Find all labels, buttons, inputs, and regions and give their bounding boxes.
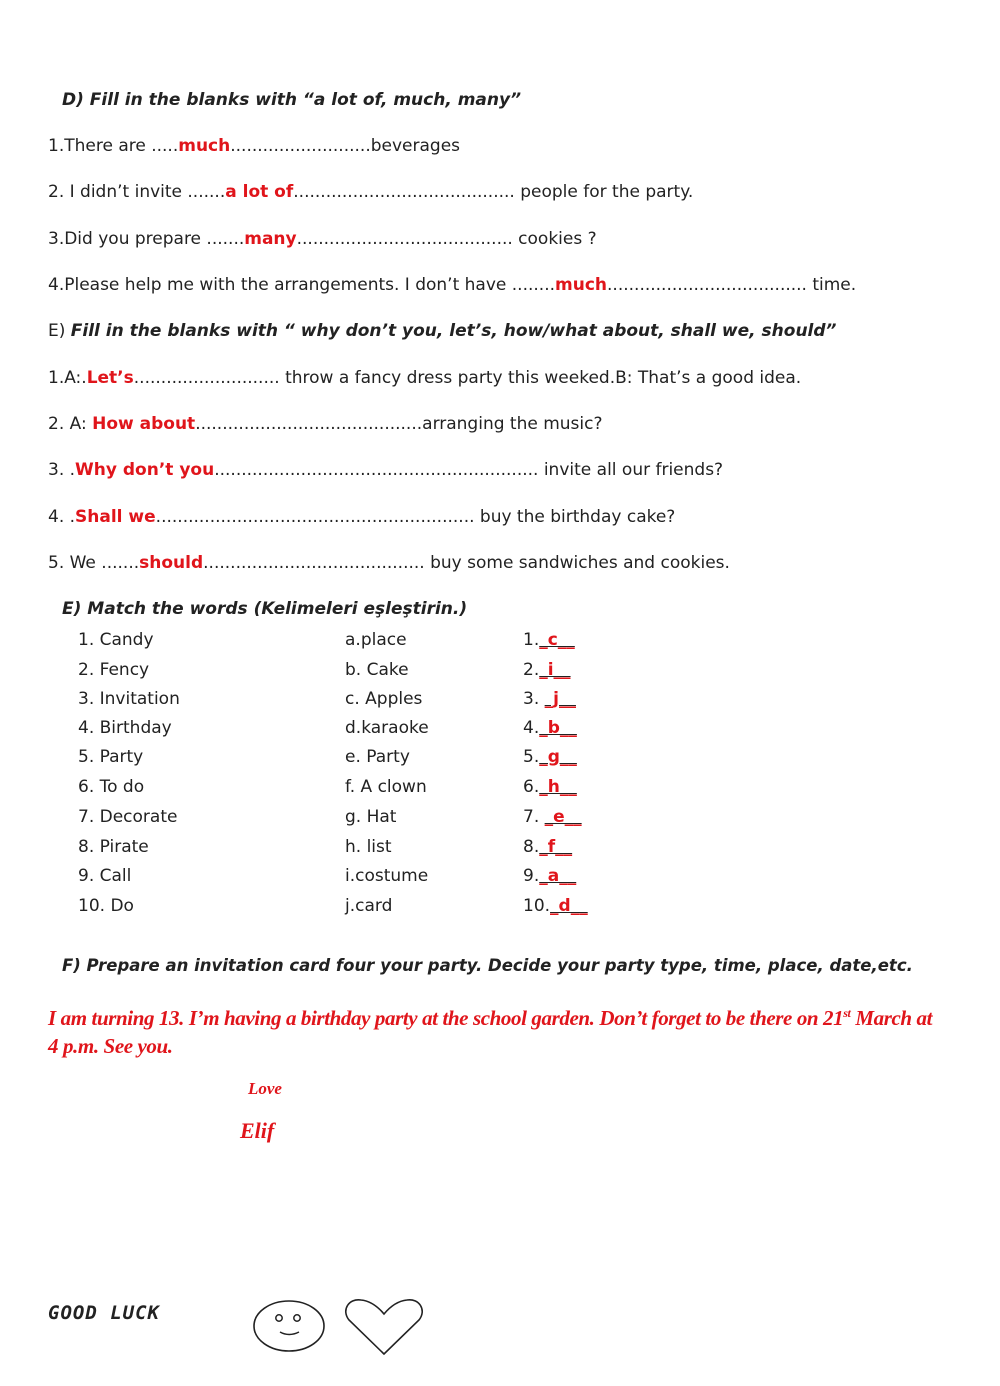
match-word-8: 8. Pirate bbox=[78, 837, 149, 857]
answer-letter: _c__ bbox=[539, 630, 575, 650]
answer-text: much bbox=[178, 136, 231, 156]
answer-number: 4. bbox=[523, 718, 540, 738]
match-word-10: 10. Do bbox=[78, 896, 134, 916]
answer-number: 10. bbox=[523, 896, 551, 916]
item-prefix: 3. . bbox=[48, 460, 76, 480]
answer-text: a lot of bbox=[225, 182, 294, 202]
item-suffix: ........................... throw a fancy dress party this weeked.B: That’s a good idea. bbox=[133, 368, 802, 388]
answer-letter: _d__ bbox=[550, 896, 588, 916]
item-prefix: 2. I didn’t invite ....... bbox=[48, 182, 226, 202]
item-prefix: 3.Did you prepare ....... bbox=[48, 229, 245, 249]
invitation-line-1 bbox=[48, 997, 932, 1035]
item-suffix: ..........................................arranging the music? bbox=[195, 414, 603, 434]
section-e1-item-2 bbox=[48, 413, 603, 435]
match-option-h: h. list bbox=[345, 837, 392, 857]
item-suffix: ........................................................... buy the birthday cake? bbox=[155, 507, 676, 527]
answer-letter: _g__ bbox=[539, 747, 577, 767]
item-prefix: 1.A:. bbox=[48, 368, 87, 388]
match-answer-3 bbox=[523, 688, 576, 710]
match-answer-8 bbox=[523, 836, 572, 858]
item-suffix: ............................................................ invite all our friends? bbox=[214, 460, 724, 480]
match-answer-10 bbox=[523, 895, 588, 917]
answer-letter: _j__ bbox=[544, 689, 576, 709]
section-d-item-3 bbox=[48, 228, 597, 250]
match-word-5: 5. Party bbox=[78, 747, 144, 767]
item-prefix: 5. We ....... bbox=[48, 553, 140, 573]
match-word-3: 3. Invitation bbox=[78, 689, 180, 709]
item-suffix: ......................................... buy some sandwiches and cookies. bbox=[203, 553, 730, 573]
item-suffix: ..........................beverages bbox=[230, 136, 461, 156]
section-e1-heading bbox=[48, 320, 837, 342]
match-option-e: e. Party bbox=[345, 747, 410, 767]
signature-name: Elif bbox=[240, 1118, 275, 1143]
answer-letter: _i__ bbox=[539, 660, 571, 680]
item-suffix: ..................................... time. bbox=[607, 275, 857, 295]
match-word-7: 7. Decorate bbox=[78, 807, 178, 827]
answer-number: 2. bbox=[523, 660, 540, 680]
item-prefix: 1.There are ..... bbox=[48, 136, 179, 156]
match-option-d: d.karaoke bbox=[345, 718, 429, 738]
answer-text: Shall we bbox=[75, 507, 156, 527]
answer-number: 6. bbox=[523, 777, 540, 797]
match-answer-9 bbox=[523, 865, 576, 887]
heading-text: Fill in the blanks with “ why don’t you, let’s, how/what about, shall we, should” bbox=[70, 321, 837, 341]
invitation-text: I am turning 13. I’m having a birthday party at the school garden. Don’t forget to be there on 21 bbox=[48, 1006, 844, 1030]
match-answer-1 bbox=[523, 629, 575, 651]
match-option-b: b. Cake bbox=[345, 660, 409, 680]
match-word-6: 6. To do bbox=[78, 777, 145, 797]
answer-letter: _f__ bbox=[539, 837, 573, 857]
section-f-heading: F) Prepare an invitation card four your party. Decide your party type, time, place, date,etc. bbox=[62, 956, 913, 975]
item-prefix: 4.Please help me with the arrangements. I don’t have ........ bbox=[48, 275, 556, 295]
answer-letter: _b__ bbox=[539, 718, 577, 738]
heart-icon bbox=[343, 1296, 425, 1358]
match-answer-7 bbox=[523, 806, 582, 828]
invitation-text: March at bbox=[850, 1006, 933, 1030]
answer-text: should bbox=[139, 553, 204, 573]
answer-letter: _h__ bbox=[539, 777, 577, 797]
section-e1-item-1 bbox=[48, 367, 801, 389]
section-d-heading: D) Fill in the blanks with “a lot of, much, many” bbox=[62, 90, 522, 110]
section-d-item-1 bbox=[48, 135, 460, 157]
match-option-a: a.place bbox=[345, 630, 407, 650]
match-option-c: c. Apples bbox=[345, 689, 423, 709]
answer-text: Let’s bbox=[86, 368, 134, 388]
answer-letter: _e__ bbox=[544, 807, 582, 827]
answer-number: 7. bbox=[523, 807, 545, 827]
match-answer-2 bbox=[523, 659, 571, 681]
answer-number: 9. bbox=[523, 866, 540, 886]
item-suffix: ........................................ cookies ? bbox=[296, 229, 597, 249]
match-option-f: f. A clown bbox=[345, 777, 427, 797]
item-prefix: 4. . bbox=[48, 507, 76, 527]
heading-prefix: E) bbox=[48, 321, 71, 341]
closing-love: Love bbox=[248, 1079, 282, 1098]
ordinal-suffix: st bbox=[843, 1006, 851, 1020]
match-word-2: 2. Fency bbox=[78, 660, 150, 680]
match-word-9: 9. Call bbox=[78, 866, 132, 886]
answer-letter: _a__ bbox=[539, 866, 577, 886]
match-answer-5 bbox=[523, 746, 577, 768]
good-luck-text: GOOD LUCK bbox=[48, 1302, 160, 1324]
section-d-item-2 bbox=[48, 181, 693, 203]
match-word-1: 1. Candy bbox=[78, 630, 154, 650]
section-d-item-4 bbox=[48, 274, 856, 296]
match-answer-4 bbox=[523, 717, 577, 739]
answer-text: many bbox=[244, 229, 297, 249]
answer-number: 1. bbox=[523, 630, 540, 650]
item-prefix: 2. A: bbox=[48, 414, 93, 434]
section-e2-heading: E) Match the words (Kelimeleri eşleştirin.) bbox=[62, 599, 468, 619]
match-answer-6 bbox=[523, 776, 577, 798]
match-word-4: 4. Birthday bbox=[78, 718, 172, 738]
section-e1-item-5 bbox=[48, 552, 730, 574]
answer-number: 3. bbox=[523, 689, 545, 709]
match-option-i: i.costume bbox=[345, 866, 429, 886]
answer-number: 8. bbox=[523, 837, 540, 857]
smiley-face-icon bbox=[252, 1298, 328, 1354]
match-option-g: g. Hat bbox=[345, 807, 397, 827]
answer-number: 5. bbox=[523, 747, 540, 767]
invitation-line-2: 4 p.m. See you. bbox=[48, 1034, 173, 1058]
answer-text: Why don’t you bbox=[75, 460, 215, 480]
section-e1-item-3 bbox=[48, 459, 723, 481]
section-e1-item-4 bbox=[48, 506, 675, 528]
match-option-j: j.card bbox=[345, 896, 393, 916]
answer-text: much bbox=[555, 275, 608, 295]
answer-text: How about bbox=[92, 414, 196, 434]
item-suffix: ......................................... people for the party. bbox=[293, 182, 694, 202]
